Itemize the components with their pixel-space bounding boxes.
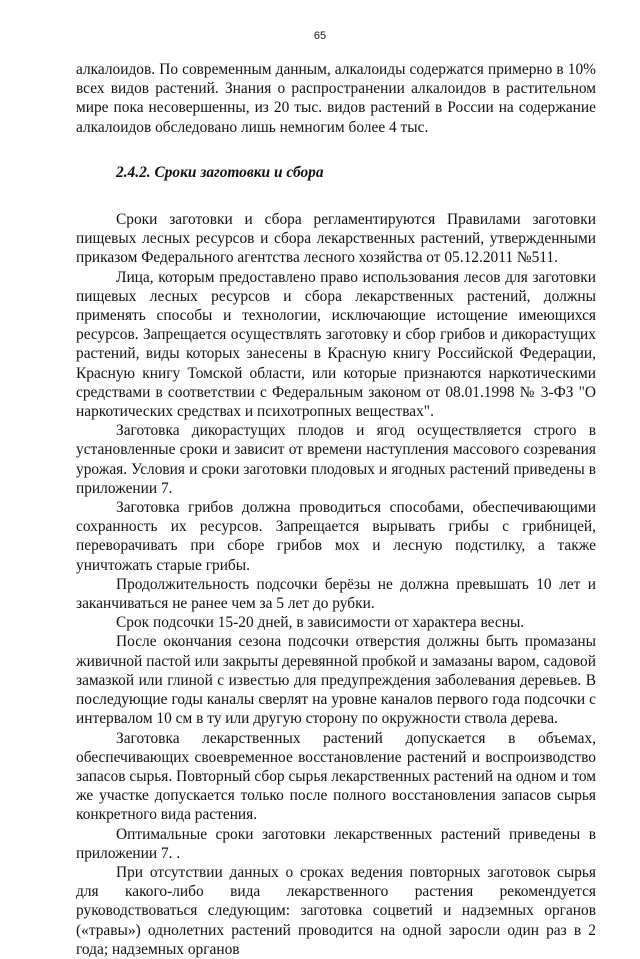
paragraph-medicinal-plants: Заготовка лекарственных растений допускается в объемах, обеспечивающих своевременное восстановление растений и воспроизводство запасов сырья. Повторный сбор сырья лекарственных растений на одном и том же участке допускается только после полного восстановления запасов сырья конкретного вида растения.: [76, 729, 596, 824]
paragraph-repeated-harvest: При отсутствии данных о сроках ведения повторных заготовок сырья для какого-либо вида лекарственного растения рекомендуется руководствоваться следующим: заготовка соцветий и надземных органов («травы») однолетних растений проводится на одной заросли один раз в 2 года; надземных органов: [76, 863, 596, 958]
page-body: [76, 60, 596, 959]
paragraph-birch-tapping-duration: Продолжительность подсочки берёзы не должна превышать 10 лет и заканчиваться не ранее чем за 5 лет до рубки.: [76, 575, 596, 613]
paragraph-mushrooms: Заготовка грибов должна проводиться способами, обеспечивающими сохранность их ресурсов. Запрещается вырывать грибы с грибницей, переворачивать при сборе грибов мох и лесную подстилку, а также уничтожать старые грибы.: [76, 499, 596, 574]
paragraph-berries: Заготовка дикорастущих плодов и ягод осуществляется строго в установленные сроки и зависит от времени наступления массового созревания урожая. Условия и сроки заготовки плодовых и ягодных растений приведены в приложении 7.: [76, 422, 596, 497]
section-heading: 2.4.2. Сроки заготовки и сбора: [116, 163, 324, 181]
paragraph-after-tapping: После окончания сезона подсочки отверстия должны быть промазаны живичной пастой или закрыты деревянной пробкой и замазаны варом, садовой замазкой или глиной с известью для предупреждения заболевания деревьев. В последующие годы каналы сверлят на уровне каналов первого года подсочки с интервалом 10 см в ту или другую сторону по окружности ствола дерева.: [76, 633, 596, 728]
paragraph-optimal-terms: Оптимальные сроки заготовки лекарственных растений приведены в приложении 7. .: [76, 825, 596, 862]
paragraph-tapping-period: Срок подсочки 15-20 дней, в зависимости от характера весны.: [116, 614, 525, 632]
page-number: 65: [313, 30, 327, 42]
paragraph-regulations: Сроки заготовки и сбора регламентируются Правилами заготовки пищевых лесных ресурсов и сбора лекарственных растений, утвержденными приказом Федерального агентства лесного хозяйства от 05.12.2011 №511.: [76, 211, 596, 267]
paragraph-harvest-methods: Лица, которым предоставлено право использования лесов для заготовки пищевых лесных ресурсов и сбора лекарственных растений, должны применять способы и технологии, исключающие истощение имеющихся ресурсов. Запрещается осуществлять заготовку и сбор грибов и дикорастущих растений, виды которых занесены в Красную книгу Российской Федерации, Красную книгу Томской области, или которые признаются наркотическими средствами в соответствии с Федеральным законом от 08.01.1998 № 3-ФЗ "О наркотических средствах и психотропных веществах".: [76, 268, 596, 421]
intro-paragraph: алкалоидов. По современным данным, алкалоиды содержатся примерно в 10% всех видов растений. Знания о распространении алкалоидов в растительном мире пока несовершенны, из 20 тыс. видов растений в России на содержание алкалоидов обследовано лишь немногим более 4 тыс.: [76, 61, 596, 136]
